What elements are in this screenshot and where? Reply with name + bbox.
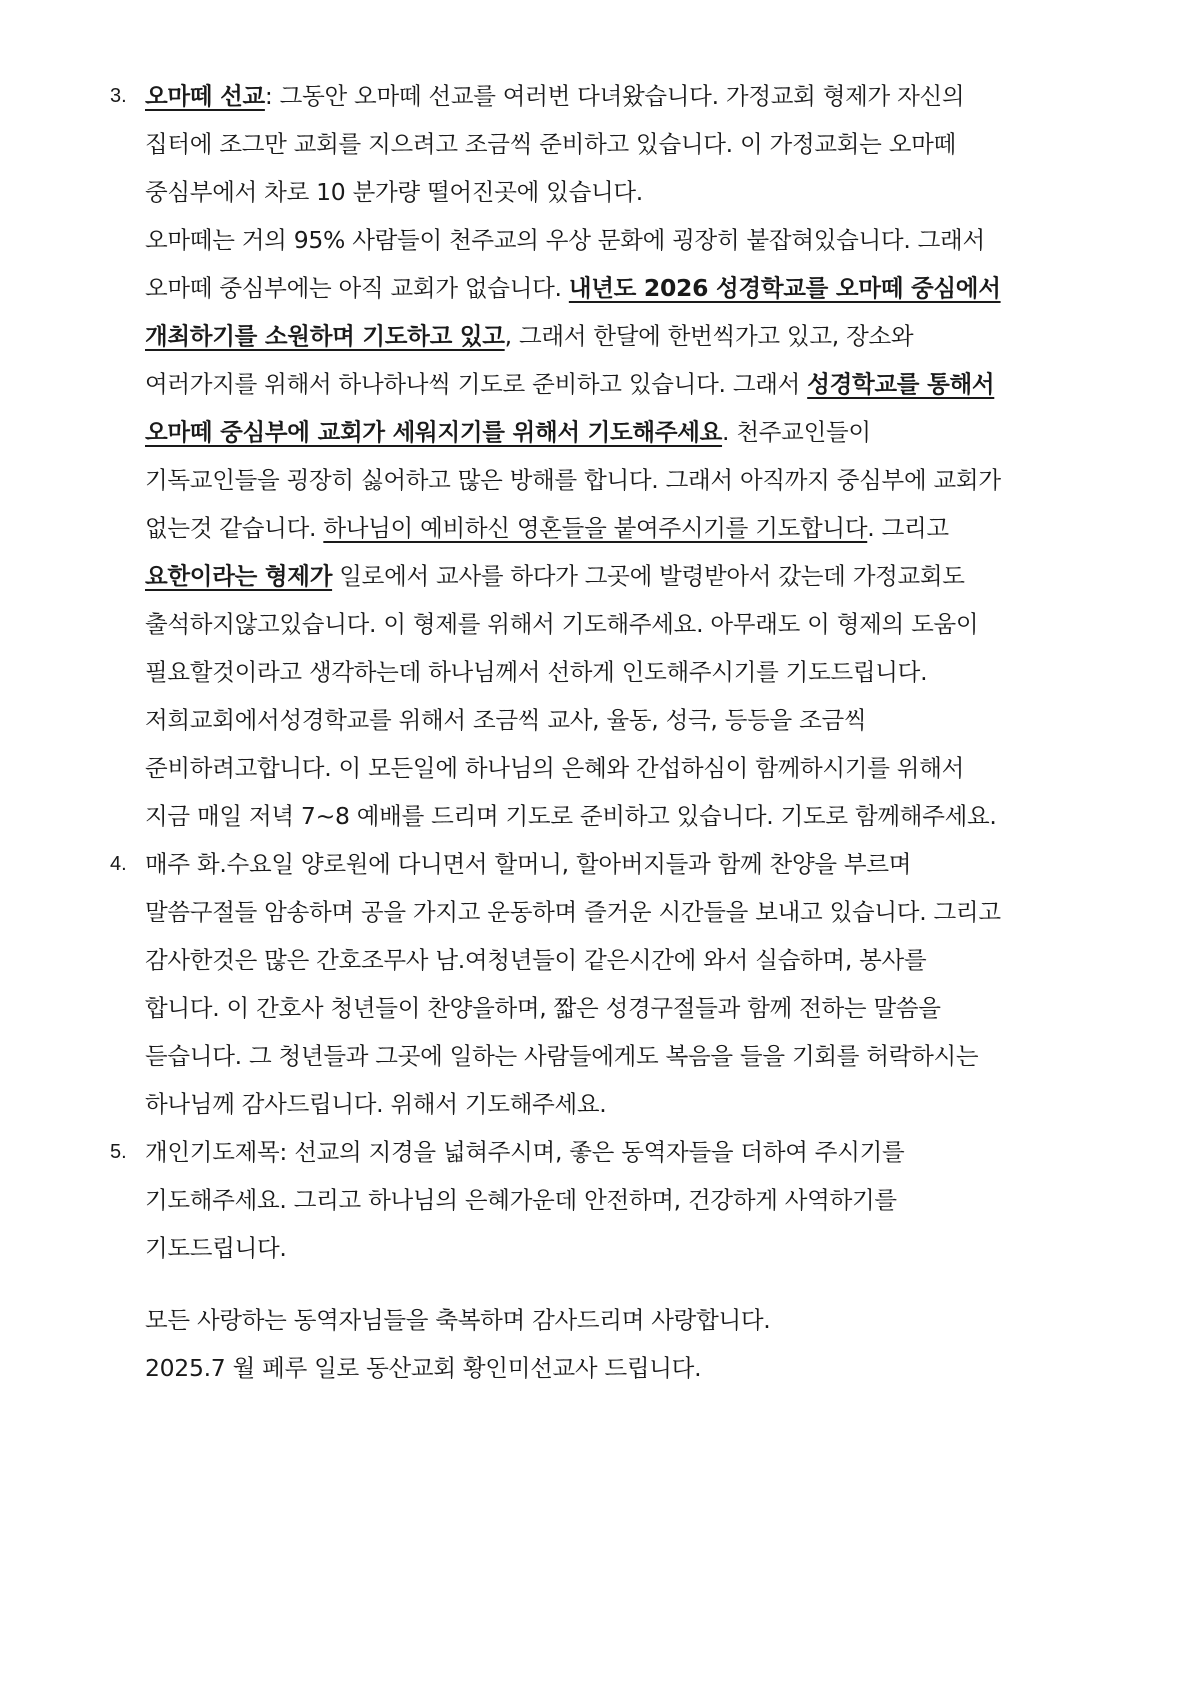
text-line: [145, 1224, 287, 1272]
text-line: [145, 504, 949, 552]
list-number: 3.: [110, 85, 127, 107]
body-text: 준비하려고합니다. 이 모든일에 하나님의 은혜와 간섭하심이 함께하시기를 위해서: [145, 754, 964, 782]
emphasis-text: 오마떼 선교: [145, 82, 265, 110]
text-line: [145, 216, 985, 264]
body-text: 여러가지를 위해서 하나하나씩 기도로 준비하고 있습니다. 그래서: [145, 370, 808, 398]
text-line: [145, 1080, 606, 1128]
underlined-text: 하나님이 예비하신 영혼들을 붙여주시기를 기도합니다: [323, 514, 868, 542]
body-text: 개인기도제목: 선교의 지경을 넓혀주시며, 좋은 동역자들을 더하여 주시기를: [145, 1138, 905, 1166]
text-line: [145, 360, 994, 408]
body-text: 중심부에서 차로 10 분가량 떨어진곳에 있습니다.: [145, 178, 643, 206]
text-line: [145, 120, 956, 168]
body-text: 오마떼 중심부에는 아직 교회가 없습니다.: [145, 274, 569, 302]
text-line: [145, 936, 926, 984]
text-line: [145, 72, 964, 120]
body-text: , 그래서 한달에 한번씩가고 있고, 장소와: [504, 322, 914, 350]
body-text: 필요할것이라고 생각하는데 하나님께서 선하게 인도해주시기를 기도드립니다.: [145, 658, 928, 686]
text-line: [145, 456, 1001, 504]
emphasis-text: 성경학교를 통해서: [807, 370, 995, 398]
body-text: 집터에 조그만 교회를 지으려고 조금씩 준비하고 있습니다. 이 가정교회는 오마떼: [145, 130, 956, 158]
closing-line-thanks: 모든 사랑하는 동역자님들을 축복하며 감사드리며 사랑합니다.: [145, 1306, 771, 1334]
text-line: [145, 984, 941, 1032]
body-text: 지금 매일 저녁 7~8 예배를 드리며 기도로 준비하고 있습니다. 기도로 함께해주세요.: [145, 802, 997, 830]
text-line: [145, 408, 871, 456]
text-line: [145, 1032, 978, 1080]
text-line: [145, 168, 643, 216]
body-text: 일로에서 교사를 하다가 그곳에 발령받아서 갔는데 가정교회도: [332, 562, 965, 590]
body-text: 듣습니다. 그 청년들과 그곳에 일하는 사람들에게도 복음을 들을 기회를 허락하시는: [145, 1042, 979, 1070]
text-line: [145, 792, 997, 840]
text-line: [145, 600, 978, 648]
text-line: [145, 840, 911, 888]
text-line: [145, 1176, 897, 1224]
body-text: 기도해주세요. 그리고 하나님의 은혜가운데 안전하며, 건강하게 사역하기를: [145, 1186, 897, 1214]
text-line: [145, 1128, 904, 1176]
body-text: 하나님께 감사드립니다. 위해서 기도해주세요.: [145, 1090, 607, 1118]
body-text: 오마떼는 거의 95% 사람들이 천주교의 우상 문화에 굉장히 붙잡혀있습니다. 그래서: [145, 226, 985, 254]
body-text: 말씀구절들 암송하며 공을 가지고 운동하며 즐거운 시간들을 보내고 있습니다. 그리고: [145, 898, 1001, 926]
body-text: : 그동안 오마떼 선교를 여러번 다녀왔습니다. 가정교회 형제가 자신의: [264, 82, 965, 110]
text-line: [145, 552, 965, 600]
body-text: 저희교회에서성경학교를 위해서 조금씩 교사, 율동, 성극, 등등을 조금씩: [145, 706, 867, 734]
emphasis-text: 내년도 2026 성경학교를 오마떼 중심에서: [568, 274, 1001, 302]
body-text: 출석하지않고있습니다. 이 형제를 위해서 기도해주세요. 아무래도 이 형제의 도움이: [145, 610, 979, 638]
body-text: . 천주교인들이: [722, 418, 871, 446]
body-text: 기도드립니다.: [145, 1234, 287, 1262]
text-line: [145, 888, 1001, 936]
body-text: 없는것 같습니다.: [145, 514, 324, 542]
emphasis-text: 요한이라는 형제가: [145, 562, 333, 590]
text-line: [145, 696, 866, 744]
text-line: [145, 264, 1001, 312]
list-number: 5.: [110, 1141, 127, 1163]
text-line: [145, 648, 927, 696]
text-line: [145, 312, 913, 360]
body-text: 감사한것은 많은 간호조무사 남.여청년들이 같은시간에 와서 실습하며, 봉사를: [145, 946, 927, 974]
list-number: 4.: [110, 853, 127, 875]
emphasis-text: 개최하기를 소원하며 기도하고 있고: [145, 322, 505, 350]
body-text: 기독교인들을 굉장히 싫어하고 많은 방해를 합니다. 그래서 아직까지 중심부에 교회가: [145, 466, 1001, 494]
text-line: [145, 744, 964, 792]
emphasis-text: 오마떼 중심부에 교회가 세워지기를 위해서 기도해주세요: [145, 418, 723, 446]
body-text: 합니다. 이 간호사 청년들이 찬양을하며, 짧은 성경구절들과 함께 전하는 말씀을: [145, 994, 941, 1022]
body-text: 매주 화.수요일 양로원에 다니면서 할머니, 할아버지들과 함께 찬양을 부르며: [145, 850, 912, 878]
closing-line-signature: 2025.7 월 페루 일로 동산교회 황인미선교사 드립니다.: [145, 1354, 702, 1382]
body-text: . 그리고: [867, 514, 949, 542]
